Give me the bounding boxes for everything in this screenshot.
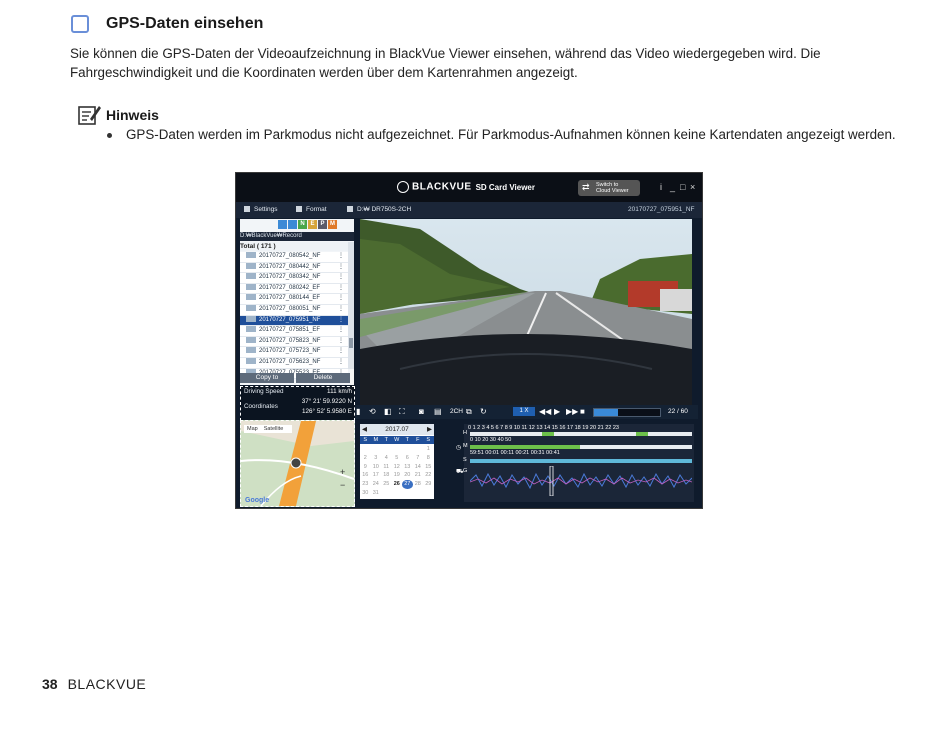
hour-recording-mark <box>542 432 554 436</box>
info-icon[interactable]: i <box>660 182 662 192</box>
video-thumbnail-icon <box>246 337 256 343</box>
file-menu-icon[interactable]: ⋮ <box>338 348 344 355</box>
minute-recording-mark <box>470 445 580 449</box>
next-month-icon[interactable]: ▶ <box>427 426 432 433</box>
video-thumbnail-icon <box>246 347 256 353</box>
page-number: 38 <box>42 676 58 692</box>
playback-progress[interactable] <box>593 408 661 417</box>
snapshot-icon[interactable]: ◙ <box>419 407 424 416</box>
file-name: 20170727_080542_NF <box>259 253 321 259</box>
calendar-day[interactable]: 25 <box>383 481 390 488</box>
second-bar[interactable] <box>470 459 692 463</box>
section-checkbox-icon <box>71 15 89 33</box>
filter-event-button[interactable]: E <box>308 220 317 229</box>
calendar-day[interactable]: 29 <box>425 481 432 488</box>
calendar-day[interactable]: 4 <box>384 454 388 461</box>
calendar-day[interactable]: 6 <box>405 454 409 461</box>
current-file-name: 20170727_075951_NF <box>628 206 695 213</box>
coordinates-label: Coordinates <box>244 403 278 410</box>
calendar-day[interactable]: 16 <box>362 472 369 479</box>
calendar-week <box>360 471 434 480</box>
file-menu-icon[interactable]: ⋮ <box>338 358 344 365</box>
note-bullet-text: GPS-Daten werden im Parkmodus nicht aufgezeichnet. Für Parkmodus-Aufnahmen können keine Kartendaten angezeigt werden. <box>126 127 896 142</box>
zoom-in-button[interactable]: + <box>340 467 346 477</box>
map-provider: Google <box>245 497 270 504</box>
calendar-day[interactable]: 17 <box>372 472 379 479</box>
calendar-day[interactable]: 10 <box>372 463 379 470</box>
file-list-item[interactable] <box>240 347 348 358</box>
video-thumbnail-icon <box>246 294 256 300</box>
calendar-day[interactable]: 26 <box>393 481 400 488</box>
file-name: 20170727_075851_EF <box>259 327 321 334</box>
map-image <box>241 421 354 506</box>
weekday-label: M <box>373 437 379 443</box>
video-thumbnail-icon <box>246 252 256 258</box>
calendar-week <box>360 480 434 489</box>
calendar-day[interactable]: 7 <box>416 454 420 461</box>
maximize-icon[interactable]: □ <box>680 182 686 192</box>
weekday-label: S <box>363 437 368 443</box>
channel-toggle[interactable]: 2CH <box>450 408 464 415</box>
sd-path: D:₩ DR750S-2CH <box>347 206 411 213</box>
calendar-month: 2017.07 <box>385 426 409 433</box>
format-button[interactable]: Format <box>296 206 327 213</box>
calendar-day[interactable]: 21 <box>414 472 421 479</box>
file-menu-icon[interactable]: ⋮ <box>338 337 344 344</box>
zoom-out-button[interactable]: − <box>340 480 346 490</box>
calendar-day[interactable]: 31 <box>372 490 379 496</box>
playback-speed[interactable]: 1 X <box>513 407 535 416</box>
calendar-day[interactable]: 14 <box>414 463 421 470</box>
file-list-item[interactable] <box>240 337 348 348</box>
calendar-day[interactable]: 1 <box>426 446 430 452</box>
file-list-item[interactable] <box>240 263 348 274</box>
switch-arrows-icon: ⇄ <box>582 182 590 192</box>
file-menu-icon[interactable]: ⋮ <box>338 327 344 334</box>
minimize-icon[interactable]: _ <box>670 182 676 192</box>
gear-icon <box>244 206 250 212</box>
video-thumbnail-icon <box>246 284 256 290</box>
map-type-tabs <box>244 425 292 433</box>
note-pencil-icon <box>78 104 102 126</box>
file-list-item[interactable] <box>240 316 348 327</box>
video-thumbnail-icon <box>246 358 256 364</box>
file-list-item[interactable] <box>240 358 348 369</box>
calendar-header <box>360 424 434 435</box>
progress-fill <box>594 409 618 416</box>
calendar-day[interactable]: 18 <box>383 472 390 479</box>
next-frame-icon[interactable]: ▶▶ <box>566 407 579 416</box>
footer-brand: BLACKVUE <box>67 676 147 692</box>
page-footer <box>42 676 146 692</box>
video-thumbnail-icon <box>246 316 256 322</box>
calendar-day[interactable]: 12 <box>393 463 400 470</box>
settings-button[interactable]: Settings <box>244 206 278 213</box>
calendar-weekdays <box>360 436 434 444</box>
calendar-week <box>360 445 434 454</box>
filter-2ch-button[interactable] <box>288 220 297 229</box>
file-name: 20170727_080342_NF <box>259 274 321 281</box>
calendar-week <box>360 463 434 472</box>
file-list-scrollbar[interactable] <box>348 242 354 369</box>
speed-label: Driving Speed <box>244 388 284 395</box>
calendar-day[interactable]: 3 <box>374 454 378 461</box>
file-menu-icon[interactable]: ⋮ <box>338 316 344 323</box>
map-frame[interactable] <box>240 420 355 507</box>
video-frame[interactable] <box>360 219 692 405</box>
file-menu-icon[interactable]: ⋮ <box>338 295 344 302</box>
file-list-item[interactable] <box>240 326 348 337</box>
fullscreen-icon[interactable]: ⛶ <box>399 407 405 416</box>
video-thumbnail-icon <box>246 326 256 332</box>
speed-value: 111 km/h <box>327 388 352 395</box>
file-menu-icon[interactable]: ⋮ <box>338 263 344 270</box>
calendar-day[interactable]: 22 <box>425 472 432 479</box>
switch-to-cloud-button[interactable]: ⇄ Switch to Cloud Viewer <box>578 180 640 196</box>
recording-calendar <box>360 424 434 499</box>
row-h-label: H <box>463 430 467 436</box>
filter-manual-button[interactable]: M <box>330 221 335 227</box>
note-bullet <box>107 127 896 142</box>
gps-data-box <box>240 386 355 421</box>
hour-bar[interactable] <box>470 432 692 436</box>
map-tab[interactable]: Map <box>247 426 258 432</box>
camera-icon[interactable]: ▮ <box>356 407 361 416</box>
second-ticks: 59:51 00:01 00:11 00:21 00:31 00:41 <box>470 450 560 456</box>
stop-icon[interactable]: ■ <box>580 407 585 416</box>
calendar-day[interactable]: 13 <box>404 463 411 470</box>
calendar-day[interactable]: 20 <box>404 472 411 479</box>
video-thumbnail-icon <box>246 263 256 269</box>
calendar-day[interactable]: 11 <box>383 463 390 470</box>
filter-parking-button[interactable]: P <box>318 220 327 229</box>
file-actions <box>240 373 354 383</box>
mirror-icon[interactable]: ◧ <box>384 407 392 416</box>
file-list <box>240 252 348 379</box>
calendar-week <box>360 454 434 463</box>
delete-button[interactable]: Delete <box>296 373 350 383</box>
longitude-value: 126° 52' 5.9580 E <box>302 408 352 415</box>
timeline-hours: 0 1 2 3 4 5 6 7 8 9 10 11 12 13 14 15 16 17 18 19 20 21 22 23 <box>468 425 619 431</box>
calendar-week <box>360 489 434 498</box>
pip-icon[interactable]: ⧉ <box>466 407 472 416</box>
file-menu-icon[interactable]: ⋮ <box>338 274 344 281</box>
section-title: GPS-Daten einsehen <box>106 15 264 32</box>
calendar-day[interactable]: 28 <box>414 481 421 488</box>
sd-card-icon <box>296 206 302 212</box>
file-list-item[interactable] <box>240 294 348 305</box>
row-m-label: M <box>463 443 468 449</box>
prev-month-icon[interactable]: ◀ <box>362 426 367 433</box>
prev-frame-icon[interactable]: ◀◀ <box>539 407 552 416</box>
calendar-day[interactable]: 19 <box>393 472 400 479</box>
satellite-tab[interactable]: Satellite <box>263 426 284 432</box>
row-s-label: S <box>463 457 467 463</box>
file-name: 20170727_080144_EF <box>259 295 321 302</box>
close-icon[interactable]: × <box>690 182 696 192</box>
recording-timeline <box>456 424 694 502</box>
g-sensor-graph <box>470 466 692 496</box>
minute-ticks: 0 10 20 30 40 50 <box>470 437 512 443</box>
file-name: 20170727_075951_NF <box>259 316 321 323</box>
filter-all-button[interactable] <box>278 220 287 229</box>
bullet-dot-icon <box>107 133 112 138</box>
file-list-item[interactable] <box>240 284 348 295</box>
weekday-label: F <box>416 437 420 443</box>
scrollbar-thumb[interactable] <box>349 338 353 348</box>
car-icon: ⛟ <box>456 469 464 475</box>
file-name: 20170727_075723_NF <box>259 348 321 355</box>
latitude-value: 37° 21' 59.9220 N <box>301 398 352 405</box>
file-menu-icon[interactable]: ⋮ <box>338 305 344 312</box>
file-menu-icon[interactable]: ⋮ <box>338 253 344 259</box>
file-name: 20170727_080242_EF <box>259 284 321 291</box>
rotate-icon[interactable]: ⟲ <box>369 407 376 416</box>
file-menu-icon[interactable]: ⋮ <box>338 284 344 291</box>
app-subtitle: SD Card Viewer <box>475 182 535 192</box>
file-filters <box>278 220 338 229</box>
file-name: 20170727_080051_NF <box>259 305 321 312</box>
record-path: D:₩BlackVue₩Record <box>240 232 354 241</box>
folder-icon <box>347 206 353 212</box>
file-list-item[interactable] <box>240 252 348 263</box>
app-logo: BLACKVUE SD Card Viewer <box>397 181 535 193</box>
copy-to-button[interactable]: Copy to <box>240 373 294 383</box>
print-icon[interactable]: ▤ <box>434 407 442 416</box>
loop-icon[interactable]: ↻ <box>480 407 487 416</box>
clock-icon: ◷ <box>456 445 462 451</box>
blackvue-logo-icon <box>397 181 409 193</box>
file-total: Total ( 171 ) <box>240 242 348 251</box>
video-thumbnail-icon <box>246 273 256 279</box>
calendar-day[interactable]: 8 <box>426 454 430 461</box>
calendar-day[interactable]: 9 <box>363 463 367 470</box>
blackvue-viewer-screenshot <box>235 172 703 509</box>
calendar-day[interactable]: 23 <box>362 481 369 488</box>
filter-normal-button[interactable]: N <box>298 220 307 229</box>
hour-recording-mark-2 <box>636 432 648 436</box>
file-name: 20170727_075623_NF <box>259 358 321 365</box>
play-icon[interactable]: ▶ <box>554 407 561 416</box>
row-g-label: G <box>463 468 468 474</box>
weekday-label: T <box>384 437 388 443</box>
file-list-item[interactable] <box>240 305 348 316</box>
calendar-day[interactable]: 2 <box>363 454 367 461</box>
note-title: Hinweis <box>106 107 159 123</box>
file-name: 20170727_075823_NF <box>259 337 321 344</box>
frame-counter: 22 / 60 <box>668 408 688 415</box>
calendar-day[interactable]: 27 <box>402 480 413 489</box>
weekday-label: W <box>394 437 400 443</box>
calendar-day[interactable]: 15 <box>425 463 432 470</box>
video-thumbnail-icon <box>246 305 256 311</box>
calendar-day[interactable]: 24 <box>372 481 379 488</box>
weekday-label: T <box>405 437 409 443</box>
weekday-label: S <box>426 437 431 443</box>
calendar-day[interactable]: 5 <box>395 454 399 461</box>
calendar-day[interactable]: 30 <box>362 490 369 496</box>
file-name: 20170727_080442_NF <box>259 263 321 270</box>
minute-bar[interactable] <box>470 445 692 449</box>
file-list-item[interactable] <box>240 273 348 284</box>
intro-paragraph: Sie können die GPS-Daten der Videoaufzeichnung in BlackVue Viewer einsehen, während das Video wiedergegeben wird. Die Fahrgeschwindigkeit und die Koordinaten werden über dem Kartenrahmen angezeigt. <box>70 46 821 80</box>
dashcam-video-image <box>360 219 692 405</box>
